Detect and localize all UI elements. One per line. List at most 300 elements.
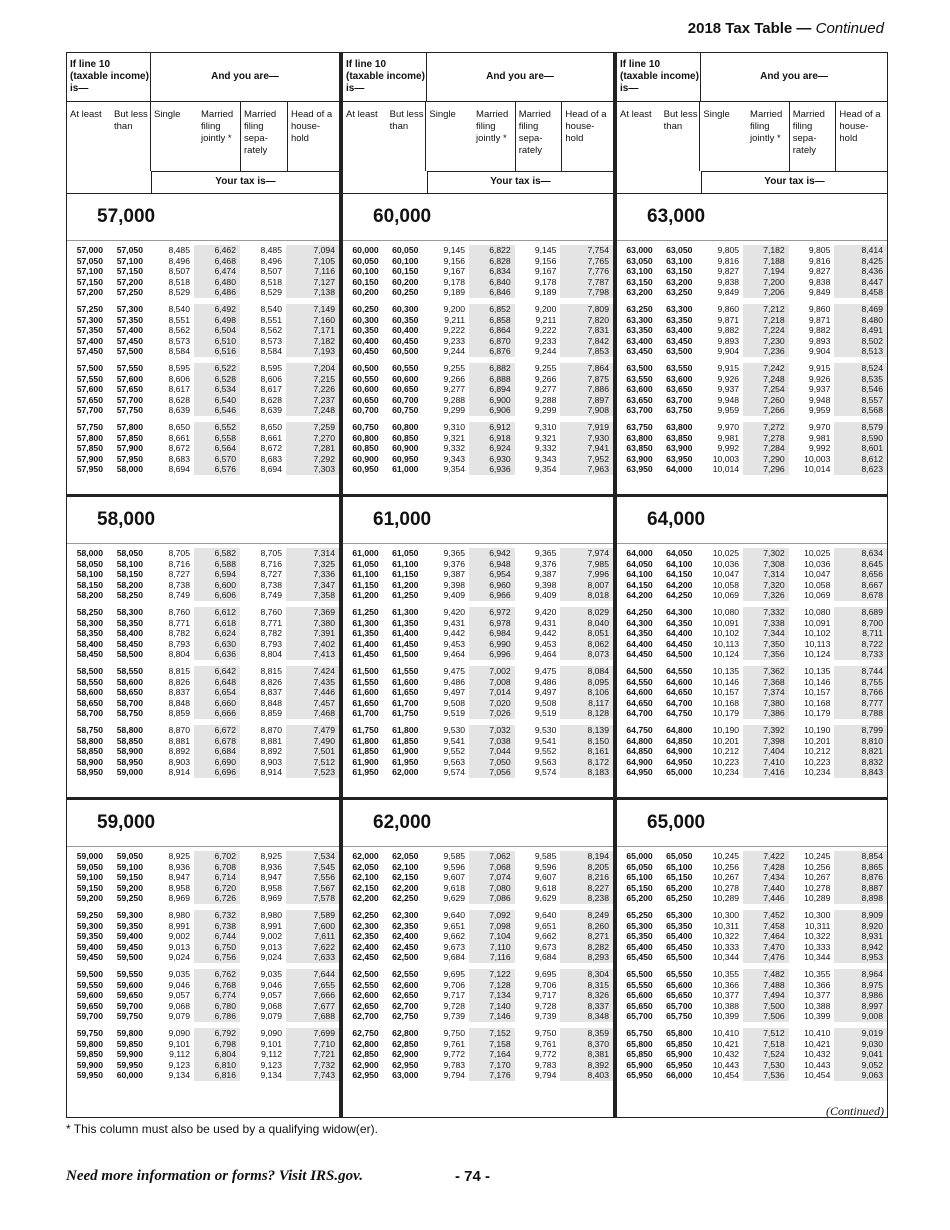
cell-at-least: 62,550 xyxy=(352,979,379,990)
table-row xyxy=(67,287,339,298)
cell-hoh: 8,920 xyxy=(834,921,887,932)
row-group xyxy=(343,666,613,719)
header-if-line: If line 10 (taxable income) is— xyxy=(617,53,701,101)
cell-but-less-than: 65,100 xyxy=(666,861,693,872)
cell-single: 9,662 xyxy=(443,931,466,942)
cell-at-least: 57,150 xyxy=(76,276,103,287)
cell-but-less-than: 61,800 xyxy=(392,724,419,735)
cell-single: 9,233 xyxy=(443,335,466,346)
row-group xyxy=(67,245,339,298)
cell-but-less-than: 57,850 xyxy=(116,432,143,443)
cell-hoh: 7,127 xyxy=(286,277,339,288)
cell-but-less-than: 59,200 xyxy=(116,882,143,893)
cell-mfs: 10,256 xyxy=(804,861,831,872)
cell-mfj: 6,966 xyxy=(469,590,515,601)
cell-single: 10,355 xyxy=(712,968,740,979)
section-heading: 58,000 xyxy=(67,497,339,544)
cell-single: 10,047 xyxy=(712,569,740,580)
cell-hoh: 7,732 xyxy=(286,1060,339,1071)
cell-hoh: 9,030 xyxy=(834,1039,887,1050)
table-row xyxy=(343,266,613,277)
cell-hoh: 8,051 xyxy=(560,628,613,639)
cell-but-less-than: 57,650 xyxy=(116,384,143,395)
cell-but-less-than: 63,500 xyxy=(666,346,693,357)
cell-single: 8,628 xyxy=(168,394,190,405)
cell-single: 10,223 xyxy=(712,756,740,767)
table-row xyxy=(617,862,887,873)
cell-but-less-than: 62,300 xyxy=(392,909,419,920)
table-row xyxy=(617,746,887,757)
cell-but-less-than: 64,450 xyxy=(666,638,693,649)
cell-hoh: 7,281 xyxy=(286,443,339,454)
table-row xyxy=(617,559,887,570)
cell-at-least: 64,350 xyxy=(626,628,653,639)
cell-hoh: 8,007 xyxy=(560,580,613,591)
table-row xyxy=(67,1070,339,1081)
table-row xyxy=(343,952,613,963)
cell-mfj: 7,146 xyxy=(469,1011,515,1022)
table-row xyxy=(67,569,339,580)
cell-mfj: 6,852 xyxy=(469,304,515,315)
cell-mfs: 8,815 xyxy=(260,665,282,676)
cell-mfj: 6,762 xyxy=(194,969,240,980)
cell-mfs: 10,212 xyxy=(804,746,831,757)
table-row xyxy=(617,580,887,591)
cell-single: 9,904 xyxy=(717,346,740,357)
cell-single: 8,540 xyxy=(168,303,190,314)
cell-but-less-than: 65,600 xyxy=(666,979,693,990)
row-group xyxy=(343,245,613,298)
cell-mfs: 9,695 xyxy=(534,968,557,979)
cell-mfj: 6,690 xyxy=(194,757,240,768)
cell-single: 10,157 xyxy=(712,687,740,698)
cell-at-least: 57,200 xyxy=(76,287,103,298)
cell-mfj: 7,266 xyxy=(743,405,789,416)
row-group xyxy=(617,851,887,904)
row-group xyxy=(617,422,887,475)
cell-mfj: 7,116 xyxy=(469,952,515,963)
cell-mfs: 9,464 xyxy=(534,649,557,660)
cell-mfj: 7,518 xyxy=(743,1039,789,1050)
cell-mfs: 9,178 xyxy=(534,276,557,287)
cell-mfs: 10,410 xyxy=(804,1027,831,1038)
cell-mfs: 8,683 xyxy=(260,453,282,464)
cell-mfs: 8,837 xyxy=(260,687,282,698)
cell-at-least: 59,050 xyxy=(76,861,103,872)
section-heading: 65,000 xyxy=(617,800,887,847)
cell-mfj: 6,582 xyxy=(194,548,240,559)
cell-hoh: 7,974 xyxy=(560,548,613,559)
cell-at-least: 64,850 xyxy=(626,746,653,757)
cell-mfj: 6,876 xyxy=(469,346,515,357)
row-group xyxy=(343,363,613,416)
cell-but-less-than: 59,800 xyxy=(116,1027,143,1038)
cell-at-least: 59,200 xyxy=(76,893,103,904)
cell-but-less-than: 61,700 xyxy=(392,697,419,708)
table-row xyxy=(67,639,339,650)
cell-mfj: 7,506 xyxy=(743,1011,789,1022)
cell-single: 9,310 xyxy=(443,421,466,432)
cell-at-least: 64,150 xyxy=(626,579,653,590)
cell-but-less-than: 60,900 xyxy=(392,443,419,454)
cell-single: 9,222 xyxy=(443,325,466,336)
cell-single: 9,134 xyxy=(168,1070,190,1081)
cell-hoh: 7,523 xyxy=(286,767,339,778)
cell-but-less-than: 60,350 xyxy=(392,314,419,325)
cell-hoh: 7,864 xyxy=(560,363,613,374)
cell-but-less-than: 59,850 xyxy=(116,1038,143,1049)
cell-mfj: 7,218 xyxy=(743,315,789,326)
table-row xyxy=(617,590,887,601)
cell-mfj: 7,446 xyxy=(743,893,789,904)
cell-mfj: 7,236 xyxy=(743,346,789,357)
cell-but-less-than: 62,650 xyxy=(392,990,419,1001)
cell-mfj: 6,732 xyxy=(194,910,240,921)
cell-hoh: 8,469 xyxy=(834,304,887,315)
cell-single: 9,277 xyxy=(443,384,466,395)
row-group xyxy=(343,304,613,357)
cell-hoh: 8,018 xyxy=(560,590,613,601)
cell-mfj: 6,738 xyxy=(194,921,240,932)
cell-but-less-than: 61,900 xyxy=(392,746,419,757)
cell-mfj: 7,122 xyxy=(469,969,515,980)
cell-mfj: 7,002 xyxy=(469,666,515,677)
header-hoh: Head of a house- hold xyxy=(561,101,613,171)
table-row xyxy=(617,649,887,660)
cell-mfs: 9,101 xyxy=(260,1038,282,1049)
cell-but-less-than: 59,550 xyxy=(116,968,143,979)
cell-mfj: 6,666 xyxy=(194,708,240,719)
table-row xyxy=(343,698,613,709)
row-group xyxy=(617,245,887,298)
cell-mfs: 10,025 xyxy=(804,548,831,558)
cell-hoh: 9,019 xyxy=(834,1028,887,1039)
cell-but-less-than: 62,100 xyxy=(392,861,419,872)
cell-at-least: 61,800 xyxy=(352,735,379,746)
cell-single: 8,892 xyxy=(168,746,190,757)
cell-but-less-than: 57,700 xyxy=(116,394,143,405)
cell-mfs: 8,716 xyxy=(260,558,282,569)
cell-mfs: 10,421 xyxy=(804,1038,831,1049)
cell-single: 8,529 xyxy=(168,287,190,298)
cell-hoh: 7,809 xyxy=(560,304,613,315)
table-row xyxy=(67,628,339,639)
cell-mfs: 8,584 xyxy=(260,346,282,357)
cell-mfs: 9,761 xyxy=(534,1038,557,1049)
cell-mfj: 7,098 xyxy=(469,921,515,932)
cell-single: 10,069 xyxy=(712,590,740,601)
cell-but-less-than: 58,550 xyxy=(116,665,143,676)
cell-mfs: 9,299 xyxy=(534,405,557,416)
cell-mfj: 6,768 xyxy=(194,980,240,991)
cell-but-less-than: 63,800 xyxy=(666,421,693,432)
cell-but-less-than: 62,400 xyxy=(392,931,419,942)
cell-hoh: 8,227 xyxy=(560,883,613,894)
cell-single: 9,398 xyxy=(443,579,466,590)
cell-hoh: 8,381 xyxy=(560,1049,613,1060)
cell-hoh: 7,897 xyxy=(560,395,613,406)
cell-single: 10,366 xyxy=(712,979,740,990)
header-but-less-than: But less than xyxy=(111,101,151,171)
cell-mfj: 6,954 xyxy=(469,569,515,580)
cell-hoh: 7,754 xyxy=(560,245,613,256)
income-section xyxy=(67,797,339,1100)
cell-single: 9,013 xyxy=(168,941,190,952)
cell-at-least: 59,300 xyxy=(76,920,103,931)
cell-at-least: 61,450 xyxy=(352,649,379,660)
cell-single: 9,519 xyxy=(443,708,466,719)
cell-hoh: 7,655 xyxy=(286,980,339,991)
cell-mfs: 10,102 xyxy=(804,628,831,639)
row-group xyxy=(67,422,339,475)
table-row xyxy=(67,618,339,629)
cell-single: 8,782 xyxy=(168,628,190,639)
cell-single: 10,212 xyxy=(712,746,740,757)
table-row xyxy=(617,443,887,454)
table-row xyxy=(67,942,339,953)
cell-at-least: 62,300 xyxy=(352,920,379,931)
cell-mfj: 6,510 xyxy=(194,336,240,347)
cell-single: 8,826 xyxy=(168,676,190,687)
cell-but-less-than: 59,700 xyxy=(116,1000,143,1011)
cell-at-least: 58,400 xyxy=(76,638,103,649)
cell-but-less-than: 64,300 xyxy=(666,606,693,617)
cell-mfj: 6,534 xyxy=(194,384,240,395)
cell-mfj: 7,350 xyxy=(743,639,789,650)
cell-mfj: 6,624 xyxy=(194,628,240,639)
cell-but-less-than: 62,550 xyxy=(392,968,419,979)
cell-hoh: 8,931 xyxy=(834,931,887,942)
cell-single: 8,738 xyxy=(168,579,190,590)
cell-but-less-than: 57,300 xyxy=(116,303,143,314)
cell-at-least: 57,950 xyxy=(76,464,103,475)
cell-but-less-than: 57,900 xyxy=(116,443,143,454)
cell-single: 9,629 xyxy=(443,893,466,904)
cell-at-least: 60,650 xyxy=(352,394,379,405)
cell-single: 9,189 xyxy=(443,287,466,298)
cell-but-less-than: 62,350 xyxy=(392,920,419,931)
table-row xyxy=(67,443,339,454)
cell-mfs: 10,047 xyxy=(804,569,831,580)
cell-at-least: 57,850 xyxy=(76,443,103,454)
cell-hoh: 7,501 xyxy=(286,746,339,757)
cell-hoh: 7,919 xyxy=(560,422,613,433)
cell-mfs: 8,705 xyxy=(260,548,282,558)
cell-at-least: 61,150 xyxy=(352,579,379,590)
cell-mfs: 9,959 xyxy=(808,405,831,416)
table-row xyxy=(343,618,613,629)
table-row xyxy=(343,277,613,288)
table-row xyxy=(343,921,613,932)
cell-mfs: 9,255 xyxy=(534,362,557,373)
table-row xyxy=(343,969,613,980)
table-row xyxy=(343,757,613,768)
cell-single: 9,530 xyxy=(443,724,466,735)
table-row xyxy=(617,266,887,277)
cell-mfs: 8,859 xyxy=(260,708,282,719)
footnote: * This column must also be used by a qualifying widow(er). xyxy=(66,1122,378,1136)
cell-at-least: 65,800 xyxy=(626,1038,653,1049)
cell-single: 10,025 xyxy=(712,548,740,558)
cell-but-less-than: 63,850 xyxy=(666,432,693,443)
table-row xyxy=(67,422,339,433)
cell-but-less-than: 60,200 xyxy=(392,276,419,287)
cell-single: 10,058 xyxy=(712,579,740,590)
cell-hoh: 8,964 xyxy=(834,969,887,980)
cell-single: 10,168 xyxy=(712,697,740,708)
cell-single: 10,377 xyxy=(712,990,740,1001)
cell-hoh: 7,798 xyxy=(560,287,613,298)
cell-mfs: 9,662 xyxy=(534,931,557,942)
cell-single: 8,903 xyxy=(168,756,190,767)
cell-at-least: 65,300 xyxy=(626,920,653,931)
cell-single: 9,970 xyxy=(717,421,740,432)
table-row xyxy=(617,921,887,932)
cell-at-least: 61,950 xyxy=(352,767,379,778)
cell-mfj: 7,152 xyxy=(469,1028,515,1039)
cell-hoh: 8,249 xyxy=(560,910,613,921)
cell-mfs: 9,387 xyxy=(534,569,557,580)
cell-at-least: 62,750 xyxy=(352,1027,379,1038)
row-group xyxy=(617,969,887,1022)
cell-mfs: 9,684 xyxy=(534,952,557,963)
cell-at-least: 62,050 xyxy=(352,861,379,872)
cell-mfj: 6,912 xyxy=(469,422,515,433)
cell-mfj: 6,918 xyxy=(469,433,515,444)
cell-hoh: 7,743 xyxy=(286,1070,339,1081)
cell-mfj: 6,906 xyxy=(469,405,515,416)
cell-mfs: 9,849 xyxy=(808,287,831,298)
cell-but-less-than: 58,050 xyxy=(116,548,143,558)
cell-at-least: 59,250 xyxy=(76,909,103,920)
cell-but-less-than: 62,850 xyxy=(392,1038,419,1049)
cell-at-least: 57,250 xyxy=(76,303,103,314)
cell-but-less-than: 63,350 xyxy=(666,314,693,325)
header-at-least: At least xyxy=(346,109,378,120)
cell-mfj: 7,074 xyxy=(469,872,515,883)
cell-mfj: 6,900 xyxy=(469,395,515,406)
cell-hoh: 8,183 xyxy=(560,767,613,778)
cell-single: 8,595 xyxy=(168,362,190,373)
cell-but-less-than: 57,500 xyxy=(116,346,143,357)
cell-single: 9,772 xyxy=(443,1049,466,1060)
cell-mfj: 7,164 xyxy=(469,1049,515,1060)
table-row xyxy=(617,757,887,768)
cell-single: 8,837 xyxy=(168,687,190,698)
cell-mfs: 9,618 xyxy=(534,882,557,893)
cell-single: 9,860 xyxy=(717,303,740,314)
cell-single: 9,365 xyxy=(443,548,466,558)
cell-but-less-than: 61,500 xyxy=(392,649,419,660)
cell-but-less-than: 64,350 xyxy=(666,617,693,628)
cell-mfj: 7,008 xyxy=(469,677,515,688)
cell-hoh: 8,788 xyxy=(834,708,887,719)
column-header xyxy=(343,53,613,194)
cell-mfs: 10,179 xyxy=(804,708,831,719)
cell-mfj: 7,050 xyxy=(469,757,515,768)
cell-single: 8,969 xyxy=(168,893,190,904)
table-row xyxy=(343,1049,613,1060)
table-row xyxy=(67,315,339,326)
cell-at-least: 62,250 xyxy=(352,909,379,920)
cell-mfs: 10,399 xyxy=(804,1011,831,1022)
cell-hoh: 8,491 xyxy=(834,325,887,336)
cell-hoh: 8,535 xyxy=(834,374,887,385)
cell-at-least: 63,450 xyxy=(626,346,653,357)
cell-at-least: 64,500 xyxy=(626,665,653,676)
cell-hoh: 8,084 xyxy=(560,666,613,677)
cell-at-least: 60,200 xyxy=(352,287,379,298)
cell-mfs: 9,321 xyxy=(534,432,557,443)
cell-single: 9,343 xyxy=(443,453,466,464)
table-row xyxy=(67,395,339,406)
cell-mfj: 7,230 xyxy=(743,336,789,347)
cell-hoh: 8,590 xyxy=(834,433,887,444)
table-row xyxy=(67,245,339,256)
cell-mfs: 9,739 xyxy=(534,1011,557,1022)
cell-hoh: 8,304 xyxy=(560,969,613,980)
cell-single: 8,672 xyxy=(168,443,190,454)
cell-mfs: 9,057 xyxy=(260,990,282,1001)
cell-mfs: 9,970 xyxy=(808,421,831,432)
cell-hoh: 8,414 xyxy=(834,245,887,256)
header-at-least: At least xyxy=(620,109,652,120)
table-column xyxy=(340,52,614,1118)
cell-mfj: 7,092 xyxy=(469,910,515,921)
cell-hoh: 7,105 xyxy=(286,256,339,267)
cell-single: 8,562 xyxy=(168,325,190,336)
cell-mfs: 9,706 xyxy=(534,979,557,990)
table-row xyxy=(617,277,887,288)
table-row xyxy=(343,862,613,873)
cell-single: 8,958 xyxy=(168,882,190,893)
cell-single: 9,596 xyxy=(443,861,466,872)
cell-at-least: 57,300 xyxy=(76,314,103,325)
cell-mfs: 9,948 xyxy=(808,394,831,405)
cell-mfs: 9,937 xyxy=(808,384,831,395)
cell-mfj: 6,972 xyxy=(469,607,515,618)
cell-mfs: 9,497 xyxy=(534,687,557,698)
header-your-tax: Your tax is— xyxy=(427,171,613,194)
cell-at-least: 59,700 xyxy=(76,1011,103,1022)
table-row xyxy=(67,990,339,1001)
table-row xyxy=(343,336,613,347)
cell-at-least: 60,100 xyxy=(352,266,379,277)
header-and-you-are: And you are— xyxy=(760,71,828,82)
cell-mfj: 6,594 xyxy=(194,569,240,580)
cell-single: 8,496 xyxy=(168,255,190,266)
cell-hoh: 8,502 xyxy=(834,336,887,347)
cell-single: 10,124 xyxy=(712,649,740,660)
cell-but-less-than: 62,000 xyxy=(392,767,419,778)
cell-single: 9,486 xyxy=(443,676,466,687)
cell-single: 8,551 xyxy=(168,314,190,325)
table-row xyxy=(67,304,339,315)
table-row xyxy=(67,921,339,932)
cell-at-least: 65,950 xyxy=(626,1070,653,1081)
cell-but-less-than: 64,500 xyxy=(666,649,693,660)
cell-but-less-than: 63,950 xyxy=(666,453,693,464)
table-row xyxy=(67,931,339,942)
cell-mfj: 7,440 xyxy=(743,883,789,894)
cell-hoh: 8,216 xyxy=(560,872,613,883)
cell-but-less-than: 62,050 xyxy=(392,851,419,861)
cell-but-less-than: 65,350 xyxy=(666,920,693,931)
cell-but-less-than: 60,400 xyxy=(392,325,419,336)
cell-single: 9,046 xyxy=(168,979,190,990)
cell-single: 9,332 xyxy=(443,443,466,454)
cell-mfj: 6,708 xyxy=(194,862,240,873)
